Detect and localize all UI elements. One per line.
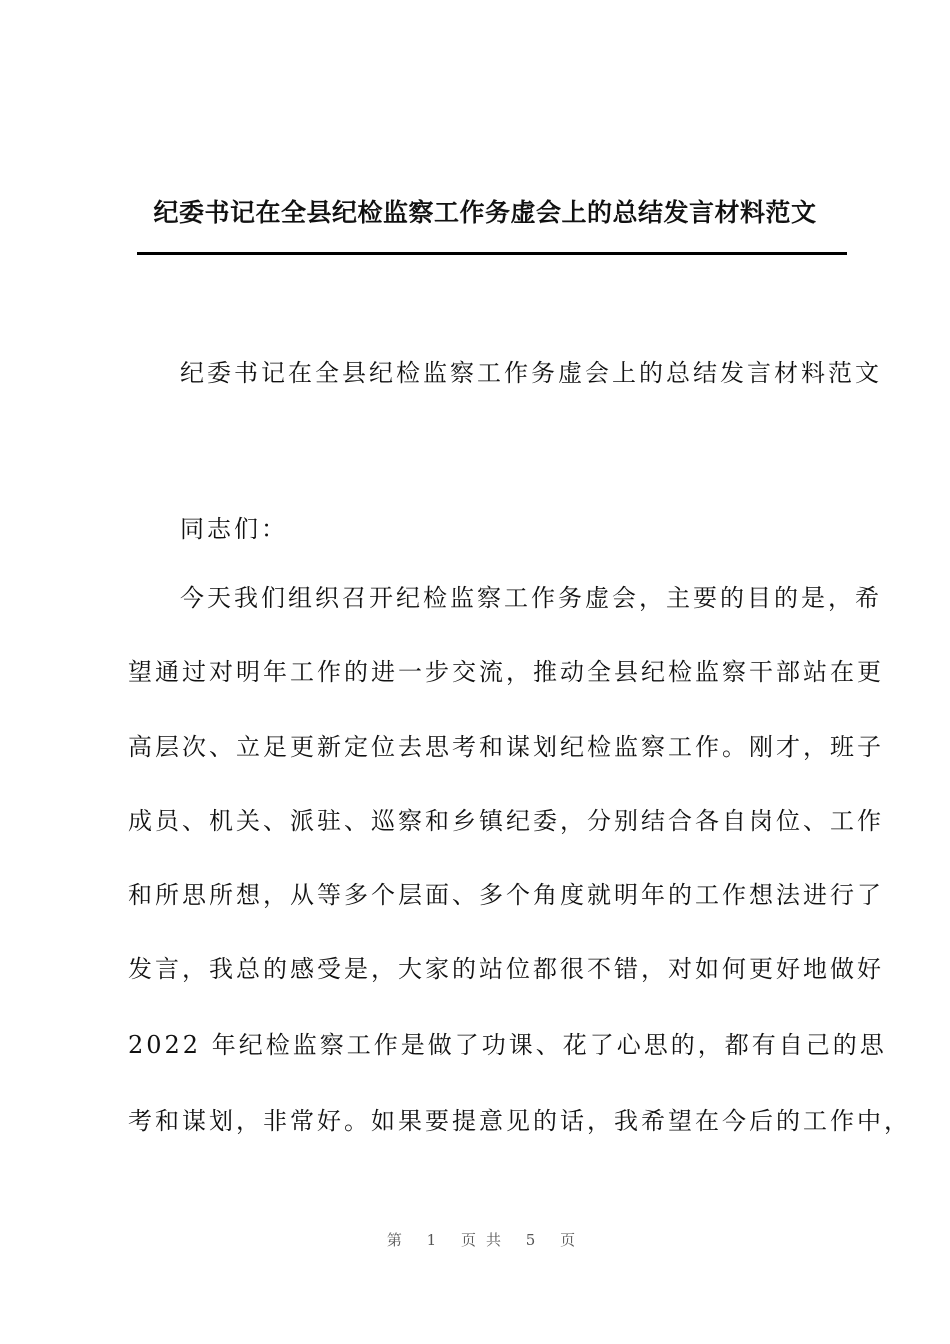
document-subtitle: 纪委书记在全县纪检监察工作务虚会上的总结发言材料范文 (180, 359, 882, 387)
body-line: 和所思所想，从等多个层面、多个角度就明年的工作想法进行了 (128, 881, 884, 909)
body-line: 发言，我总的感受是，大家的站位都很不错，对如何更好地做好 (128, 955, 884, 983)
body-line: 2022 年纪检监察工作是做了功课、花了心思的，都有自己的思 (128, 1031, 887, 1059)
body-line: 今天我们组织召开纪检监察工作务虚会，主要的目的是，希 (180, 584, 882, 612)
salutation: 同志们： (180, 515, 288, 543)
body-line: 考和谋划，非常好。如果要提意见的话，我希望在今后的工作中， (128, 1107, 911, 1135)
body-line: 高层次、立足更新定位去思考和谋划纪检监察工作。刚才，班子 (128, 733, 884, 761)
document-title: 纪委书记在全县纪检监察工作务虚会上的总结发言材料范文 (153, 198, 817, 227)
title-underline (137, 252, 847, 255)
page-number-footer: 第 1 页共 5 页 (386, 1231, 586, 1249)
body-line: 成员、机关、派驻、巡察和乡镇纪委，分别结合各自岗位、工作 (128, 807, 884, 835)
body-line: 望通过对明年工作的进一步交流，推动全县纪检监察干部站在更 (128, 658, 884, 686)
